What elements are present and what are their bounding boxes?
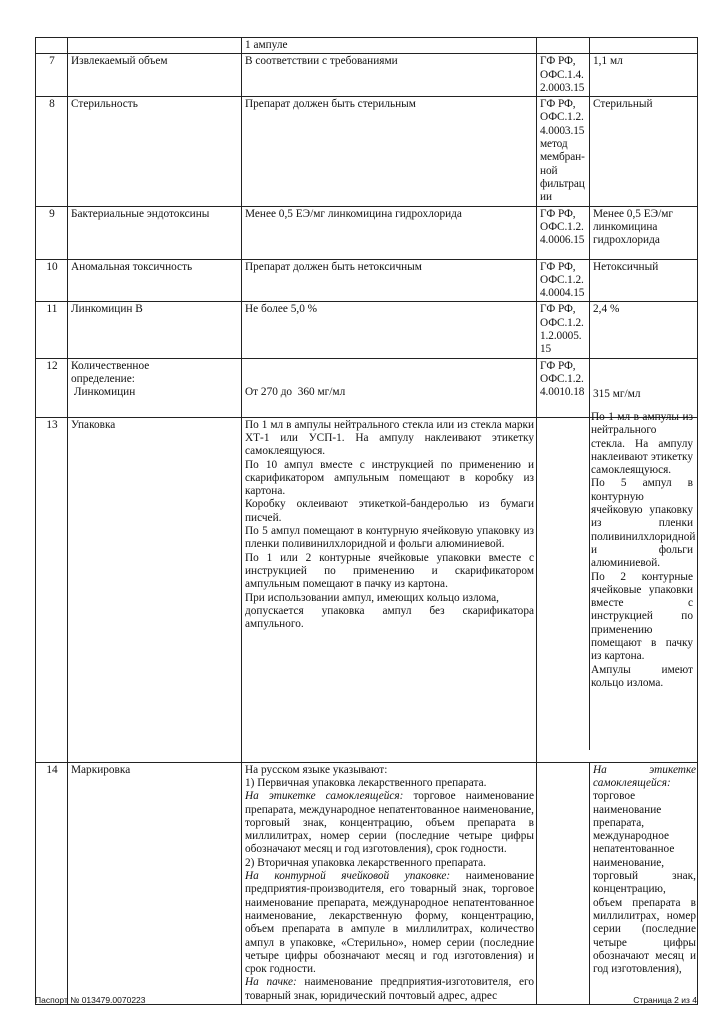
method-ref-cell: ГФ РФ, ОФС.1.2. 4.0010.18 bbox=[537, 358, 590, 417]
packaging-result-text: По 1 мл в ампулы из нейтрального стекла. На ампулу наклеивают этикетку самоклеящуюся. По 5 ампул в контурную ячейковую упаковку из пленки поливинилхлоридной и фольги алюминиевой. По 2 контурные ячейковые упаковки вместе с инструкцией по применению помещают в пачку из картона. Ампулы имеют кольцо излома. bbox=[591, 411, 696, 689]
row-number: 10 bbox=[36, 259, 68, 302]
method-ref-cell: ГФ РФ, ОФС.1.2. 4.0006.15 bbox=[537, 206, 590, 259]
result-cell: На этикетке самоклеящейся: торговое наименование препарата, международное непатентованное наименование, торговый знак, концентрацию, объем препарата в миллилитрах, номер серии (последние четыре цифры обозначают месяц и год изготовления), bbox=[537, 762, 698, 1004]
indicator-name bbox=[68, 38, 242, 54]
method-ref-cell: ГФ РФ, ОФС.1.2. 1.2.0005. 15 bbox=[537, 302, 590, 358]
method-ref-cell: ГФ РФ, ОФС.1.2. 4.0003.15 метод мембран- ной фильтрац ии bbox=[537, 97, 590, 206]
result-cell: 1,1 мл bbox=[590, 54, 698, 97]
result-cell: Нетоксичный bbox=[590, 259, 698, 302]
method-ref-cell: ГФ РФ, ОФС.1.4. 2.0003.15 bbox=[537, 54, 590, 97]
table-row bbox=[36, 358, 698, 417]
indicator-name: Упаковка bbox=[68, 417, 242, 762]
requirement-cell: Менее 0,5 ЕЭ/мг линкомицина гидрохлорида bbox=[242, 206, 537, 259]
requirement-cell: От 270 до 360 мг/мл bbox=[242, 358, 537, 417]
requirement-cell: В соответствии с требованиями bbox=[242, 54, 537, 97]
column-divider bbox=[589, 407, 590, 750]
table-row bbox=[36, 97, 698, 206]
method-ref-cell: ГФ РФ, ОФС.1.2. 4.0004.15 bbox=[537, 259, 590, 302]
result-cell: Стерильный bbox=[590, 97, 698, 206]
requirement-cell: Препарат должен быть нетоксичным bbox=[242, 259, 537, 302]
indicator-name: Стерильность bbox=[68, 97, 242, 206]
row-number: 7 bbox=[36, 54, 68, 97]
indicator-name: Количественное определение: Линкомицин bbox=[68, 358, 242, 417]
table-row bbox=[36, 762, 698, 1004]
table-row bbox=[36, 38, 698, 54]
table-row bbox=[36, 206, 698, 259]
requirement-cell: На русском языке указывают: 1) Первичная упаковка лекарственного препарата. На этикетке самоклеящейся: торговое наименование препарата, международное непатентованное наименование, торговый знак, концентрацию, объем препарата в миллилитрах, номер серии (последние четыре цифры обозначают месяц и год изготовления), срок годности. 2) Вторичная упаковка лекарственного препарата. На контурной ячейковой упаковке: наименование предприятия-производителя, его товарный знак, торговое наименование препарата, международное непатентованное наименование, лекарственную форму, концентрацию, объем препарата в ампуле в миллилитрах, количество ампул в упаковке, «Стерильно», номер серии (последние четыре цифры обозначают месяц и год изготовления) и срок годности. На пачке: наименование предприятия-изготовителя, его товарный знак, юридический почтовый адрес, адрес bbox=[242, 762, 537, 1004]
indicator-name: Линкомицин В bbox=[68, 302, 242, 358]
row-number: 13 bbox=[36, 417, 68, 762]
table-row bbox=[36, 259, 698, 302]
result-cell bbox=[590, 38, 698, 54]
requirement-cell: 1 ампуле bbox=[242, 38, 537, 54]
result-cell: 315 мг/мл bbox=[590, 358, 698, 417]
row-number: 14 bbox=[36, 762, 68, 1004]
table-row bbox=[36, 302, 698, 358]
table-row bbox=[36, 54, 698, 97]
row-number: 9 bbox=[36, 206, 68, 259]
requirement-cell: По 1 мл в ампулы нейтрального стекла или из стекла марки ХТ-1 или УСП-1. На ампулу наклеивают этикетку самоклеящуюся. По 10 ампул вместе с инструкцией по применению и скарификатором ампульным помещают в коробку из картона. Коробку оклеивают этикеткой-бандеролью из бумаги писчей. По 5 ампул помещают в контурную ячейковую упаковку из пленки поливинилхлоридной и фольги алюминиевой. По 1 или 2 контурные ячейковые упаковки вместе с инструкцией по применению и скарификатором ампульным помещают в пачку из картона. При использовании ампул, имеющих кольцо излома, допускается упаковка ампул без скарификатора ампульного. bbox=[242, 417, 537, 762]
indicator-name: Извлекаемый объем bbox=[68, 54, 242, 97]
indicator-name: Маркировка bbox=[68, 762, 242, 1004]
result-cell: 2,4 % bbox=[590, 302, 698, 358]
passport-number: Паспорт № 013479.0070223 bbox=[35, 995, 146, 1005]
row-number: 11 bbox=[36, 302, 68, 358]
indicator-name: Аномальная токсичность bbox=[68, 259, 242, 302]
row-number: 8 bbox=[36, 97, 68, 206]
row-number bbox=[36, 38, 68, 54]
indicator-name: Бактериальные эндотоксины bbox=[68, 206, 242, 259]
result-cell: Менее 0,5 ЕЭ/мг линкомицина гидрохлорида bbox=[590, 206, 698, 259]
page-number: Страница 2 из 4 bbox=[633, 995, 697, 1005]
requirement-cell: Препарат должен быть стерильным bbox=[242, 97, 537, 206]
method-ref-cell bbox=[537, 38, 590, 54]
requirement-cell: Не более 5,0 % bbox=[242, 302, 537, 358]
row-number: 12 bbox=[36, 358, 68, 417]
